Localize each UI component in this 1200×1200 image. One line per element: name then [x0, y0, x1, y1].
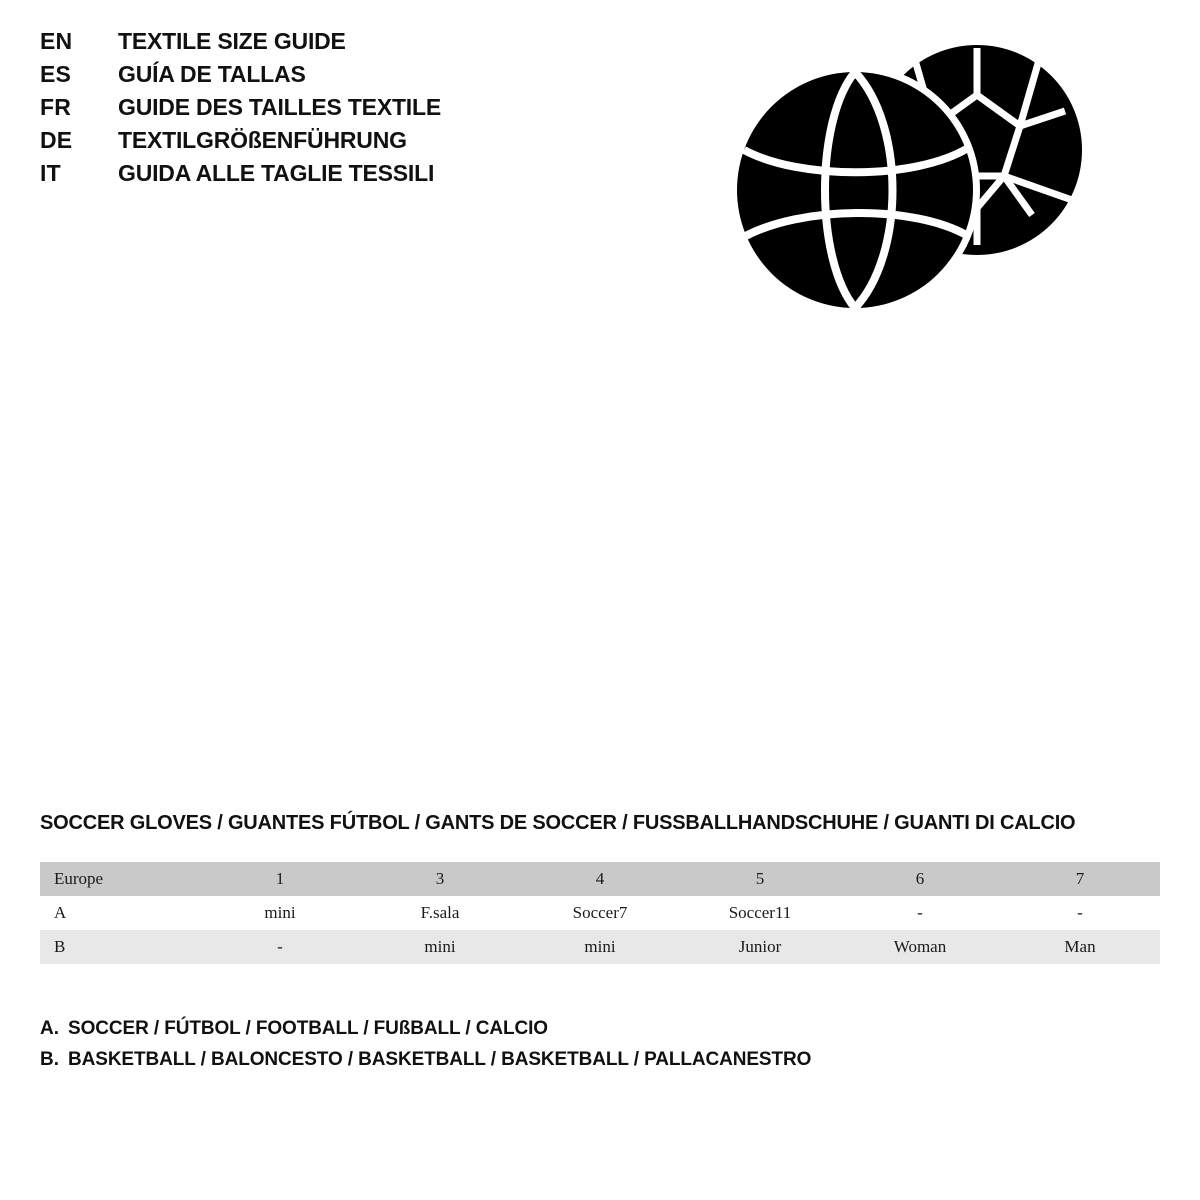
table-cell: F.sala	[360, 896, 520, 930]
table-cell: -	[200, 930, 360, 964]
legend-key: A.	[40, 1018, 59, 1039]
table-header-cell: Europe	[40, 862, 200, 896]
language-row	[40, 94, 441, 127]
table-cell: mini	[520, 930, 680, 964]
language-title: GUIDA ALLE TAGLIE TESSILI	[118, 160, 435, 186]
table-row-label: A	[40, 896, 200, 930]
table-header-cell: 4	[520, 862, 680, 896]
table-header-cell: 5	[680, 862, 840, 896]
table-cell: Woman	[840, 930, 1000, 964]
language-code: EN	[40, 28, 73, 54]
language-header-block	[40, 28, 441, 193]
legend	[40, 1018, 811, 1080]
table-cell: mini	[360, 930, 520, 964]
table-row-label: B	[40, 930, 200, 964]
section-title: SOCCER GLOVES / GUANTES FÚTBOL / GANTS DE SOCCER / FUSSBALLHANDSCHUHE / GUANTI DI CALCIO	[40, 812, 1076, 834]
table-cell: Junior	[680, 930, 840, 964]
table-cell: -	[1000, 896, 1160, 930]
language-row	[40, 160, 441, 193]
size-table	[40, 862, 1160, 964]
language-title: GUÍA DE TALLAS	[118, 61, 306, 87]
table-row	[40, 896, 1160, 930]
sports-balls-illustration	[720, 40, 1100, 340]
table-header-cell: 6	[840, 862, 1000, 896]
language-row	[40, 61, 441, 94]
language-code: DE	[40, 127, 73, 153]
legend-text: BASKETBALL / BALONCESTO / BASKETBALL / BASKETBALL / PALLACANESTRO	[68, 1049, 812, 1070]
legend-key: B.	[40, 1049, 59, 1070]
language-title: TEXTILGRÖßENFÜHRUNG	[118, 127, 407, 153]
table-header-cell: 7	[1000, 862, 1160, 896]
language-title: TEXTILE SIZE GUIDE	[118, 28, 346, 54]
table-header-row	[40, 862, 1160, 896]
table-cell: Soccer11	[680, 896, 840, 930]
language-code: FR	[40, 94, 72, 120]
table-cell: Man	[1000, 930, 1160, 964]
table-row	[40, 930, 1160, 964]
table-cell: Soccer7	[520, 896, 680, 930]
legend-row	[40, 1018, 811, 1049]
language-title: GUIDE DES TAILLES TEXTILE	[118, 94, 441, 120]
table-header-cell: 1	[200, 862, 360, 896]
basketball-icon	[730, 65, 980, 315]
table-cell: mini	[200, 896, 360, 930]
table-header-cell: 3	[360, 862, 520, 896]
language-code: ES	[40, 61, 72, 87]
table-cell: -	[840, 896, 1000, 930]
legend-text: SOCCER / FÚTBOL / FOOTBALL / FUßBALL / CALCIO	[68, 1018, 548, 1039]
language-row	[40, 127, 441, 160]
language-row	[40, 28, 441, 61]
legend-row	[40, 1049, 811, 1080]
language-code: IT	[40, 160, 61, 186]
